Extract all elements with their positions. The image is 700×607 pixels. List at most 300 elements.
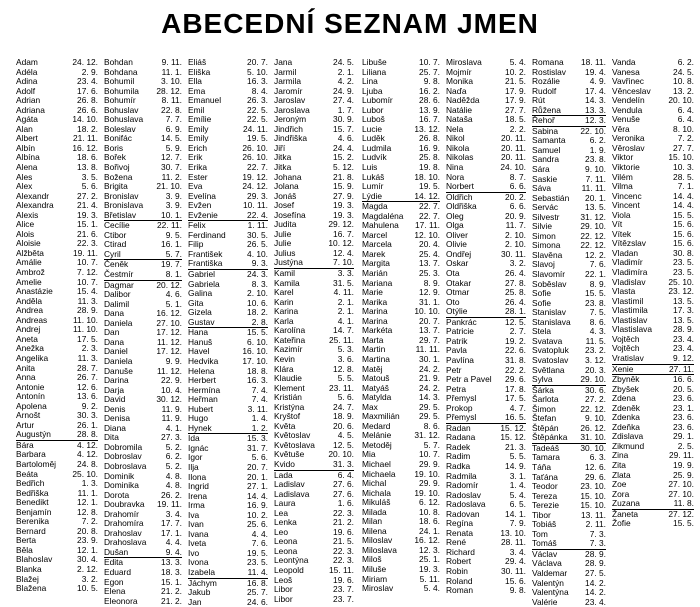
entry-name: Doubravka <box>104 499 145 510</box>
entry-name: Leontýna <box>274 555 309 566</box>
entry-date: 31. 12. <box>580 211 606 222</box>
entry-name: Klement <box>274 382 305 393</box>
entry-date: 19. 7. <box>161 259 182 270</box>
entry-date: 7. 7. <box>165 114 182 125</box>
entry-name: Marián <box>362 268 388 279</box>
entry-name: Vladan <box>612 247 639 258</box>
entry-date: 10. 3. <box>673 162 694 173</box>
entry-name: Otýlie <box>446 306 468 317</box>
entry-name: Kamil <box>274 268 295 279</box>
entry-name: Miloš <box>362 554 382 565</box>
entry-name: Zbyněk <box>612 374 640 385</box>
entry-name: Valérie <box>532 596 558 607</box>
entry-date: 15. 10. <box>580 490 606 501</box>
entry-date: 12. 9. <box>419 287 440 298</box>
entry-date: 20. 11. <box>501 133 526 144</box>
entry-name: Hugo <box>188 413 209 424</box>
entry-date: 17. 4. <box>585 85 606 96</box>
entry-date: 21. 10. <box>156 181 182 192</box>
entry-name: Sebastián <box>532 192 570 203</box>
entry-name: Řehoř <box>532 115 555 126</box>
entry-date: 6. 4. <box>677 114 694 125</box>
entry-name: Adolf <box>16 85 36 96</box>
entry-date: 15. 1. <box>161 576 182 587</box>
entry-date: 22. 7. <box>419 201 440 212</box>
entry-date: 26. 4. <box>505 296 526 307</box>
entry-name: Zikmund <box>612 440 645 451</box>
entry-name: Leoš <box>274 574 293 585</box>
entry-name: Samanta <box>532 135 566 146</box>
entry-name: Ivan <box>188 519 204 530</box>
entry-name: Silvestr <box>532 211 560 222</box>
entry-date: 30. 12. <box>156 394 182 405</box>
entry-name: Marek <box>362 248 386 259</box>
entry-name: Erich <box>188 142 208 153</box>
entry-date: 5. 2. <box>165 441 182 452</box>
entry-name: Eliáš <box>188 57 207 67</box>
entry-name: Zdislava <box>612 431 644 442</box>
entry-date: 26. 10. <box>242 142 268 153</box>
entry-name: Taťána <box>532 471 558 482</box>
entry-date: 6. 6. <box>509 201 526 212</box>
entry-name: Zora <box>612 488 630 499</box>
entry-name: Galina <box>188 288 213 299</box>
entry-date: 4. 1. <box>337 315 354 326</box>
entry-name: Radmila <box>446 470 477 481</box>
entry-date: 22. 3. <box>77 238 98 249</box>
entry-name: Roland <box>446 575 473 586</box>
entry-name: Artur <box>16 419 35 430</box>
entry-name: Naděžda <box>446 95 480 106</box>
entry-name: Zina <box>612 450 629 461</box>
entry-date: 7. 6. <box>589 259 606 270</box>
entry-date: 20. 10. <box>668 95 694 106</box>
entry-name: Hynek <box>188 422 212 433</box>
entry-name: Kateřina <box>274 334 306 345</box>
entry-name: Svatava <box>532 335 563 346</box>
entry-date: 24. 2. <box>419 382 440 393</box>
entry-name: Marta <box>362 334 384 345</box>
entry-date: 14. 12. <box>414 190 440 201</box>
entry-date: 24. 8. <box>77 458 98 469</box>
entry-name: Otakar <box>446 277 472 288</box>
entry-name: Květuše <box>274 449 305 460</box>
entry-name: Bohdana <box>104 66 138 77</box>
entry-name: Svatopluk <box>532 345 569 356</box>
entry-date: 1. 7. <box>337 104 354 115</box>
entry-date: 24. 1. <box>419 525 440 536</box>
entry-date: 10. 2. <box>505 66 526 77</box>
entry-date: 24. 6. <box>247 596 268 607</box>
entry-date: 23. 4. <box>673 333 694 344</box>
entry-date: 11. 8. <box>673 498 694 509</box>
entry-name: Otmar <box>446 287 470 298</box>
entry-name: Elena <box>104 586 126 597</box>
entry-name: Eliška <box>188 66 211 77</box>
entry-name: Nora <box>446 171 465 182</box>
entry-name: Denisa <box>104 413 131 424</box>
entry-name: Apolena <box>16 400 47 411</box>
entry-date: 13. 2. <box>673 85 694 96</box>
entry-name: Ctirad <box>104 239 127 250</box>
entry-date: 16. 7. <box>419 114 440 125</box>
entry-date: 20. 7. <box>419 315 440 326</box>
entry-date: 26. 8. <box>419 133 440 144</box>
entry-date: 29. 9. <box>419 458 440 469</box>
entry-name: Alexis <box>16 209 39 220</box>
entry-name: Oskar <box>446 258 469 269</box>
entry-name: Tereza <box>532 490 558 501</box>
entry-name: Dobroslava <box>104 460 147 471</box>
entry-date: 10. 7. <box>419 57 440 67</box>
entry-name: Sandra <box>532 154 560 165</box>
entry-date: 6. 2. <box>165 451 182 462</box>
entry-name: Andrea <box>16 305 44 316</box>
entry-name: Anežka <box>16 343 44 354</box>
entry-date: 3. 10. <box>161 76 182 87</box>
entry-name: Štefan <box>532 413 557 424</box>
entry-date: 16. 1. <box>161 239 182 250</box>
entry-name: Felix <box>188 220 206 231</box>
entry-name: Klára <box>274 363 294 374</box>
entry-name: Daniela <box>104 317 133 328</box>
entry-name: Simona <box>532 240 561 251</box>
entry-name: Samuel <box>532 144 561 155</box>
entry-name: Zdeněk <box>612 402 640 413</box>
entry-date: 5. 5. <box>337 373 354 384</box>
entry-name: Anděla <box>16 295 43 306</box>
entry-date: 16. 9. <box>419 142 440 153</box>
entry-name: Norbert <box>446 181 474 192</box>
entry-date: 15. 2. <box>333 152 354 163</box>
entry-name: Drahomír <box>104 508 139 519</box>
entry-date: 8. 3. <box>251 278 268 289</box>
entry-date: 24. 12. <box>72 57 98 67</box>
entry-name: Edita <box>104 557 124 568</box>
name-entry <box>274 595 354 605</box>
name-column-4 <box>274 58 354 604</box>
entry-date: 25. 6. <box>247 519 268 530</box>
entry-date: 28. 9. <box>77 305 98 316</box>
entry-name: Max <box>362 401 378 412</box>
page-title: ABECEDNÍ SEZNAM JMEN <box>161 8 539 39</box>
entry-date: 28. 8. <box>77 429 98 440</box>
name-entry <box>612 354 694 365</box>
entry-date: 12. 5. <box>333 439 354 450</box>
entry-date: 16. 3. <box>247 375 268 386</box>
entry-date: 11. 5. <box>585 335 606 346</box>
entry-name: Richard <box>446 546 475 557</box>
entry-date: 6. 5. <box>509 499 526 510</box>
entry-date: 30. 6. <box>585 384 606 395</box>
name-entry <box>274 585 354 595</box>
entry-name: Vítězslav <box>612 238 646 249</box>
entry-name: Bedřich <box>16 478 45 489</box>
entry-date: 27. 10. <box>668 479 694 490</box>
name-entry <box>188 579 268 589</box>
entry-date: 21. 4. <box>77 200 98 211</box>
entry-name: Oldřich <box>446 191 473 202</box>
entry-name: Jiří <box>274 142 286 153</box>
entry-date: 11. 2. <box>161 171 182 182</box>
entry-date: 2. 12. <box>77 563 98 574</box>
entry-name: Zbyšek <box>612 383 639 394</box>
entry-name: Johana <box>274 171 302 182</box>
entry-date: 15. 12. <box>500 422 526 433</box>
entry-name: Jaroslav <box>274 95 306 106</box>
entry-date: 5. 1. <box>165 298 182 309</box>
entry-date: 27. 11. <box>669 363 694 374</box>
entry-name: Angelika <box>16 352 49 363</box>
entry-date: 17. 3. <box>673 305 694 316</box>
entry-date: 23. 6. <box>673 421 694 432</box>
entry-date: 20. 6. <box>333 420 354 431</box>
entry-date: 25. 10. <box>668 276 694 287</box>
entry-date: 17. 9. <box>505 85 526 96</box>
entry-name: Marina <box>362 306 388 317</box>
entry-date: 19. 5. <box>247 133 268 144</box>
entry-name: Tobiáš <box>532 519 557 530</box>
entry-name: Josef <box>274 200 295 211</box>
entry-date: 11. 9. <box>161 403 182 414</box>
entry-name: Šarlota <box>532 394 559 405</box>
entry-name: Lukáš <box>362 171 385 182</box>
entry-date: 18. 10. <box>414 171 440 182</box>
entry-date: 23. 6. <box>673 412 694 423</box>
entry-date: 4. 10. <box>247 248 268 259</box>
entry-name: Dobroslav <box>104 451 142 462</box>
entry-name: Lumír <box>362 181 384 192</box>
entry-name: Herbert <box>188 375 216 386</box>
entry-date: 6. 6. <box>509 181 526 192</box>
entry-name: Diana <box>104 422 126 433</box>
entry-name: Matylda <box>362 392 392 403</box>
name-entry <box>104 270 182 281</box>
entry-date: 15. 6. <box>505 575 526 586</box>
entry-name: Kryštof <box>274 411 301 422</box>
entry-date: 3. 3. <box>337 268 354 279</box>
entry-name: Marina <box>362 315 388 326</box>
entry-date: 23. 5. <box>673 267 694 278</box>
entry-name: Drahoslav <box>104 527 142 538</box>
entry-date: 12. 8. <box>77 506 98 517</box>
entry-name: Dobromila <box>104 441 143 452</box>
entry-date: 25. 4. <box>419 248 440 259</box>
entry-name: Alan <box>16 123 33 134</box>
entry-date: 27. 6. <box>333 488 354 499</box>
entry-date: 27. 5. <box>585 567 606 578</box>
name-entry <box>188 598 268 607</box>
entry-name: Jaroslava <box>274 104 310 115</box>
entry-name: Žofie <box>612 518 631 529</box>
entry-date: 9. 3. <box>251 258 268 269</box>
entry-date: 19. 6. <box>333 526 354 537</box>
entry-date: 22. 5. <box>247 104 268 115</box>
entry-date: 27. 2. <box>77 190 98 201</box>
entry-name: Monika <box>446 76 473 87</box>
entry-name: Emily <box>188 123 209 134</box>
entry-name: Jonáš <box>274 190 297 201</box>
entry-date: 11. 10. <box>73 314 98 325</box>
entry-name: Valentýn <box>532 577 564 588</box>
entry-date: 7. 2. <box>81 516 98 527</box>
entry-name: Luis <box>362 162 378 173</box>
entry-name: Štěpán <box>532 422 559 433</box>
entry-date: 25. 3. <box>419 268 440 279</box>
entry-date: 11. 7. <box>505 220 526 231</box>
entry-name: Michaela <box>362 468 396 479</box>
entry-name: Medard <box>362 420 391 431</box>
entry-date: 27. 9. <box>333 190 354 201</box>
entry-name: Vlastislava <box>612 324 653 335</box>
entry-name: Bohumila <box>104 85 139 96</box>
entry-date: 26. 3. <box>247 95 268 106</box>
entry-date: 20. 3. <box>585 364 606 375</box>
entry-date: 28. 9. <box>585 558 606 569</box>
entry-name: Ilona <box>188 471 207 482</box>
entry-name: Soběslav <box>532 278 567 289</box>
entry-name: Agáta <box>16 114 38 125</box>
entry-name: Bohuslav <box>104 104 139 115</box>
entry-name: Bronislav <box>104 190 139 201</box>
entry-name: Karolína <box>274 325 306 336</box>
entry-date: 28. 7. <box>77 362 98 373</box>
entry-name: Vladislav <box>612 276 646 287</box>
entry-name: Emily <box>188 133 209 144</box>
entry-date: 16. 5. <box>505 412 526 423</box>
entry-date: 15. 6. <box>673 219 694 230</box>
entry-date: 12. 3. <box>585 115 606 126</box>
entry-date: 4. 12. <box>77 449 98 460</box>
entry-name: Petr a Pavel <box>446 374 492 385</box>
entry-name: Vanesa <box>612 66 640 77</box>
entry-date: 14. 10. <box>72 114 98 125</box>
entry-date: 22. 3. <box>333 507 354 518</box>
entry-date: 3. 2. <box>509 258 526 269</box>
entry-date: 4. 7. <box>509 402 526 413</box>
entry-name: Gabriel <box>188 269 215 280</box>
entry-date: 30. 7. <box>161 162 182 173</box>
entry-name: Augustýn <box>16 429 51 440</box>
entry-date: 15. 9. <box>333 181 354 192</box>
entry-name: Daniela <box>104 355 133 366</box>
entry-name: Patrik <box>446 335 468 346</box>
entry-date: 12. 6. <box>585 461 606 472</box>
entry-date: 19. 8. <box>419 162 440 173</box>
entry-name: Miroslava <box>446 57 482 67</box>
entry-name: Radoslav <box>446 489 481 500</box>
entry-name: Dominika <box>104 480 139 491</box>
entry-date: 6. 4. <box>677 104 694 115</box>
entry-date: 27. 2. <box>585 394 606 405</box>
entry-date: 29. 7. <box>419 334 440 345</box>
entry-name: Karla <box>274 315 294 326</box>
entry-name: Eleonora <box>104 595 138 606</box>
entry-date: 30. 5. <box>247 229 268 240</box>
entry-date: 5. 4. <box>509 489 526 500</box>
entry-date: 25. 7. <box>247 587 268 598</box>
entry-date: 22. 1. <box>585 269 606 280</box>
entry-date: 7. 4. <box>251 384 268 395</box>
entry-name: Jarmil <box>274 66 297 77</box>
entry-name: Bohuslava <box>104 114 144 125</box>
entry-date: 14. 9. <box>505 460 526 471</box>
entry-name: Oliver <box>446 229 468 240</box>
entry-name: Vincent <box>612 200 640 211</box>
entry-name: Bernard <box>16 525 46 536</box>
entry-name: Blažena <box>16 583 47 594</box>
entry-name: Daniel <box>104 346 128 357</box>
entry-name: Radim <box>446 451 471 462</box>
entry-date: 12. 8. <box>333 363 354 374</box>
entry-date: 7. 4. <box>251 394 268 405</box>
entry-date: 13. 11. <box>581 509 606 520</box>
entry-date: 17. 8. <box>505 383 526 394</box>
entry-date: 2. 11. <box>585 519 606 530</box>
entry-date: 10. 11. <box>243 200 268 211</box>
entry-date: 4. 8. <box>165 470 182 481</box>
entry-name: Pavlína <box>446 354 474 365</box>
entry-name: Emanuel <box>188 95 222 106</box>
entry-date: 1. 6. <box>337 498 354 509</box>
entry-date: 20. 12. <box>156 279 182 290</box>
entry-name: Iveta <box>188 538 207 549</box>
entry-date: 25. 10. <box>72 468 98 479</box>
entry-date: 1. 11. <box>247 220 268 231</box>
entry-date: 5. 6. <box>81 181 98 192</box>
entry-date: 16. 7. <box>333 228 354 239</box>
entry-date: 22. 8. <box>161 104 182 115</box>
entry-name: Rudolf <box>532 85 557 96</box>
entry-name: Petra <box>446 383 467 394</box>
entry-name: Radka <box>446 460 471 471</box>
entry-date: 30. 4. <box>77 554 98 565</box>
entry-name: Izabela <box>188 566 216 577</box>
entry-date: 28. 5. <box>673 171 694 182</box>
entry-date: 29. 3. <box>247 190 268 201</box>
entry-name: Patricie <box>446 326 474 337</box>
entry-name: Tadeáš <box>532 442 560 453</box>
entry-name: Alois <box>16 228 35 239</box>
entry-name: Valdemar <box>532 567 568 578</box>
entry-date: 21. 2. <box>333 517 354 528</box>
entry-date: 13. 5. <box>673 295 694 306</box>
entry-name: Dalimil <box>104 298 130 309</box>
entry-name: Jindřich <box>274 123 303 134</box>
entry-name: Jitka <box>274 152 292 163</box>
entry-name: Slavěna <box>532 249 563 260</box>
entry-date: 6. 9. <box>165 123 182 134</box>
entry-date: 14. 2. <box>585 577 606 588</box>
entry-name: Martin <box>362 344 386 355</box>
entry-name: Robin <box>446 565 468 576</box>
name-column-2 <box>104 58 182 606</box>
entry-date: 18. 2. <box>77 123 98 134</box>
entry-name: Ilja <box>188 461 199 472</box>
entry-date: 27. 10. <box>156 317 182 328</box>
entry-name: Gustav <box>188 316 215 327</box>
entry-name: Bedřiška <box>16 487 49 498</box>
entry-name: Ludvík <box>362 152 387 163</box>
entry-date: 30. 3. <box>77 410 98 421</box>
entry-name: Brigita <box>104 181 128 192</box>
entry-name: Kazimír <box>274 344 303 355</box>
entry-name: Danuše <box>104 365 133 376</box>
entry-date: 19. 2. <box>505 335 526 346</box>
entry-date: 11. 3. <box>77 295 98 306</box>
entry-date: 18. 6. <box>77 152 98 163</box>
entry-name: Štěpánka <box>532 432 568 443</box>
